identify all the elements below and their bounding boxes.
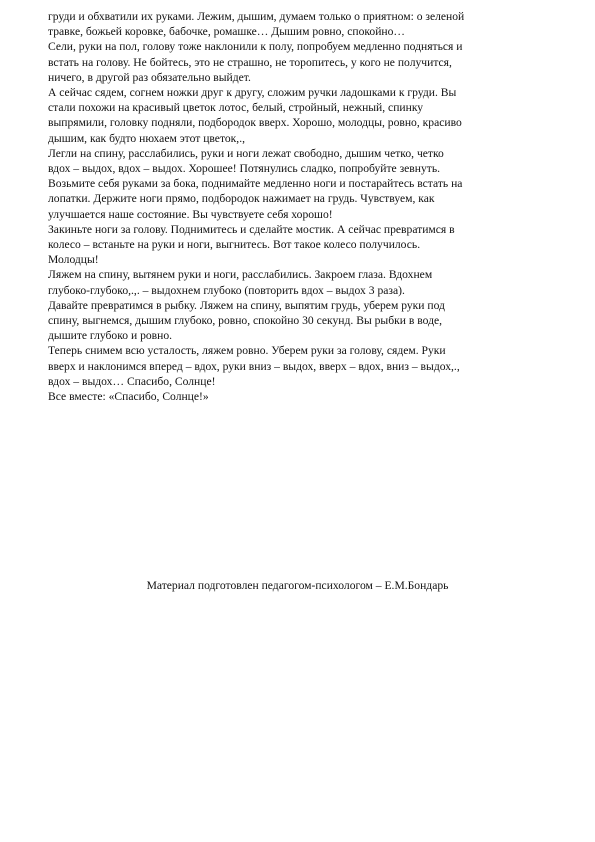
text-line: вдох – выдох, вдох – выдох. Хорошее! Потянулись сладко, попробуйте зевнуть. (48, 162, 441, 176)
text-line: Ляжем на спину, вытянем руки и ноги, расслабились. Закроем глаза. Вдохнем (48, 268, 433, 282)
text-line: глубоко-глубоко,.,. – выдохнем глубоко (повторить вдох – выдох 3 раза). (48, 283, 405, 297)
author-credit: Материал подготовлен педагогом-психологом – Е.М.Бондарь (146, 579, 449, 592)
text-line: выпрямили, головку подняли, подбородок вверх. Хорошо, молодцы, ровно, красиво (48, 116, 462, 130)
text-line: Теперь снимем всю усталость, ляжем ровно. Уберем руки за голову, сядем. Руки (48, 344, 446, 358)
document-body (48, 9, 563, 404)
text-line: улучшается наше состояние. Вы чувствуете себя хорошо! (48, 207, 333, 221)
text-line: груди и обхватили их руками. Лежим, дышим, думаем только о приятном: о зеленой (48, 10, 465, 23)
text-line: встать на голову. Не бойтесь, это не страшно, не торопитесь, у кого не получится, (48, 55, 452, 69)
text-line: Легли на спину, расслабились, руки и ноги лежат свободно, дышим четко, четко (48, 146, 444, 160)
text-line: дышите глубоко и ровно. (48, 329, 173, 343)
text-line: Все вместе: «Спасибо, Солнце!» (48, 390, 209, 404)
text-line: ничего, в другой раз обязательно выйдет. (48, 70, 251, 84)
text-line: Давайте превратимся в рыбку. Ляжем на спину, выпятим грудь, уберем руки под (48, 298, 445, 312)
text-line: Молодцы! (48, 253, 99, 267)
text-line: вдох – выдох… Спасибо, Солнце! (48, 374, 216, 388)
text-line: Возьмите себя руками за бока, поднимайте медленно ноги и постарайтесь встать на (48, 177, 463, 191)
text-line: лопатки. Держите ноги прямо, подбородок нажимает на грудь. Чувствуем, как (48, 192, 435, 206)
text-line: спину, выгнемся, дышим глубоко, ровно, спокойно 30 секунд. Вы рыбки в воде, (48, 314, 443, 328)
text-line: А сейчас сядем, согнем ножки друг к другу, сложим ручки ладошками к груди. Вы (48, 86, 457, 100)
text-line: травке, божьей коровке, бабочке, ромашке… Дышим ровно, спокойно… (48, 25, 406, 39)
text-line: колесо – встаньте на руки и ноги, выгнитесь. Вот такое колесо получилось. (48, 238, 421, 252)
text-line: Закиньте ноги за голову. Поднимитесь и сделайте мостик. А сейчас превратимся в (48, 222, 455, 236)
text-line: Сели, руки на пол, голову тоже наклонили к полу, попробуем медленно подняться и (48, 40, 463, 54)
text-line: стали похожи на красивый цветок лотос, белый, стройный, нежный, спинку (48, 101, 424, 115)
text-line: вверх и наклонимся вперед – вдох, руки вниз – выдох, вверх – вдох, вниз – выдох,., (48, 359, 460, 373)
text-line: дышим, как будто нюхаем этот цветок,., (48, 131, 245, 145)
